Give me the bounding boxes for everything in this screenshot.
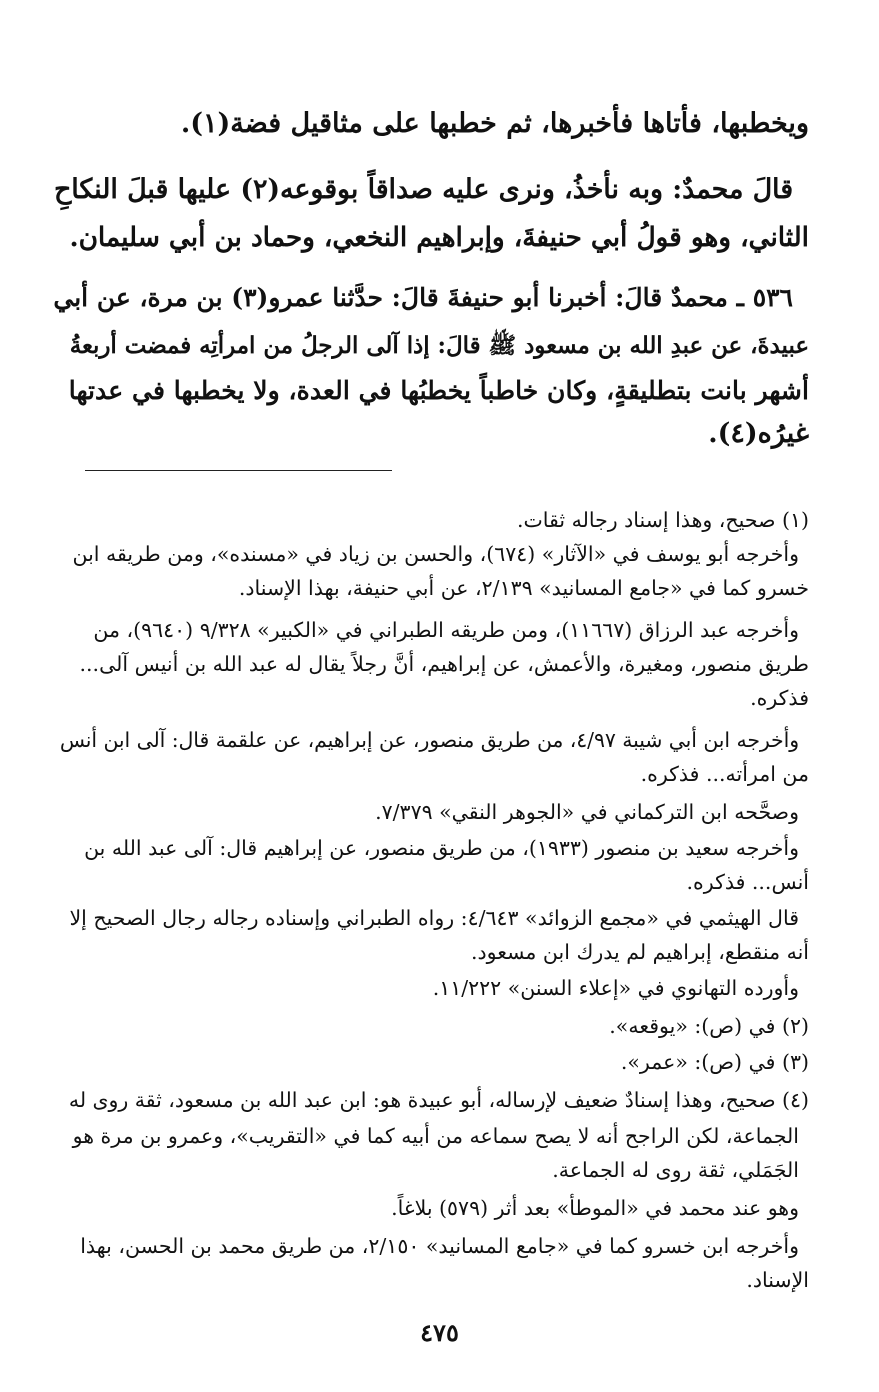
main-text-line-4 [53, 278, 793, 318]
footnote-line: الجماعة، لكن الراجح أنه لا يصح سماعه من أبيه كما في «التقريب»، وعمرو بن مرة هو [72, 1124, 799, 1148]
footnote-line: (٢) في (ص): «يوقعه». [609, 1014, 809, 1038]
footnote-line: وأخرجه عبد الرزاق (١١٦٦٧)، ومن طريقه الطبراني في «الكبير» ٩/٣٢٨ (٩٦٤٠)، من [93, 618, 799, 642]
footnote-separator [85, 470, 392, 471]
hadith-number: ٥٣٦ ـ [736, 283, 793, 312]
footnote-line: خسرو كما في «جامع المسانيد» ٢/١٣٩، عن أبي حنيفة، بهذا الإسناد. [238, 576, 809, 600]
footnote-line: الجَمَلي، ثقة روى له الجماعة. [552, 1158, 799, 1182]
footnote-line: من امرأته... فذكره. [640, 762, 809, 786]
footnote-line: وأخرجه سعيد بن منصور (١٩٣٣)، من طريق منصور، عن إبراهيم قال: آلى عبد الله بن [84, 836, 799, 860]
footnote-line: (١) صحيح، وهذا إسناد رجاله ثقات. [516, 508, 809, 532]
main-text-line-1: ويخطبها، فأتاها فأخبرها، ثم خطبها على مثاقيل فضة(١). [180, 108, 809, 139]
page-number: ٤٧٥ [420, 1318, 459, 1347]
main-text-line-5: عبيدةَ، عن عبدِ الله بن مسعود ﷺ قالَ: إذا آلى الرجلُ من امرأتِه فمضت أربعةُ [69, 333, 809, 359]
main-text-line-7: غيرُه(٤). [708, 418, 809, 449]
footnote-line: طريق منصور، ومغيرة، والأعمش، عن إبراهيم، أنَّ رجلاً يقال له عبد الله بن أنيس آلى... [79, 652, 809, 676]
footnote-line: أنس... فذكره. [686, 870, 809, 894]
footnote-line: وأخرجه ابن أبي شيبة ٤/٩٧، من طريق منصور، عن إبراهيم، عن علقمة قال: آلى ابن أنس [59, 728, 799, 752]
footnote-line: وهو عند محمد في «الموطأ» بعد أثر (٥٧٩) بلاغاً. [391, 1196, 799, 1220]
main-text-line-2: قالَ محمدٌ: وبه نأخذُ، ونرى عليه صداقاً بوقوعه(٢) عليها قبلَ النكاحِ [53, 174, 793, 205]
footnote-line: (٤) صحيح، وهذا إسنادٌ ضعيف لإرساله، أبو عبيدة هو: ابن عبد الله بن مسعود، ثقة روى له [68, 1088, 809, 1112]
footnote-line: قال الهيثمي في «مجمع الزوائد» ٤/٦٤٣: رواه الطبراني وإسناده رجاله رجال الصحيح إلا [69, 906, 799, 930]
footnote-line: وأورده التهانوي في «إعلاء السنن» ١١/٢٢٢. [432, 976, 799, 1000]
footnote-line: وصحَّحه ابن التركماني في «الجوهر النقي» ٧/٣٧٩. [375, 800, 799, 824]
footnote-line: وأخرجه ابن خسرو كما في «جامع المسانيد» ٢/١٥٠، من طريق محمد بن الحسن، بهذا [80, 1234, 799, 1258]
main-text-line-4-body: محمدٌ قالَ: أخبرنا أبو حنيفةَ قالَ: حدَّثنا عمرو(٣) بن مرة، عن أبي [53, 283, 728, 312]
footnote-line: وأخرجه أبو يوسف في «الآثار» (٦٧٤)، والحسن بن زياد في «مسنده»، ومن طريقه ابن [72, 542, 799, 566]
footnote-line: الإسناد. [746, 1268, 809, 1292]
footnote-line: (٣) في (ص): «عمر». [620, 1050, 809, 1074]
main-text-line-6: أشهر بانت بتطليقةٍ، وكان خاطباً يخطبُها في العدة، ولا يخطبها في عدتها [68, 375, 809, 405]
footnote-line: أنه منقطع، إبراهيم لم يدرك ابن مسعود. [471, 940, 809, 964]
main-text-line-3: الثاني، وهو قولُ أبي حنيفةَ، وإبراهيم النخعي، وحماد بن أبي سليمان. [69, 222, 809, 253]
footnote-line: فذكره. [750, 686, 809, 710]
